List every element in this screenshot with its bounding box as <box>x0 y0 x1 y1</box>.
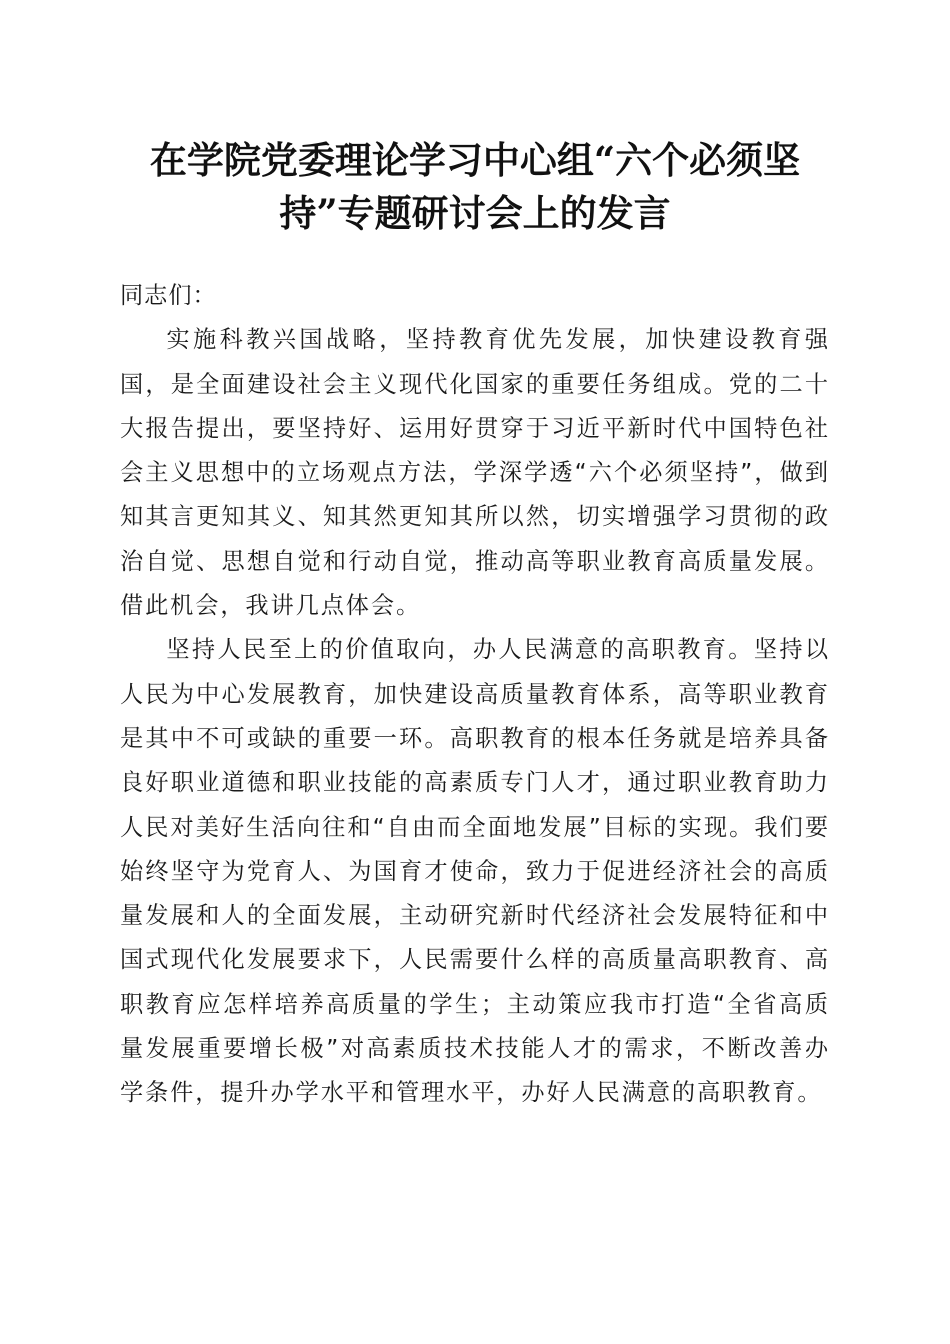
greeting: 同志们： <box>120 282 217 309</box>
paragraph-2: 坚持人民至上的价值取向，办人民满意的高职教育。坚持以人民为中心发展教育，加快建设高质量教育体系，高等职业教育是其中不可或缺的重要一环。高职教育的根本任务就是培养具备良好职业道德和职业技能的高素质专门人才，通过职业教育助力人民对美好生活向往和“自由而全面地发展”目标的实现。我们要始终坚守为党育人、为国育才使命，致力于促进经济社会的高质量发展和人的全面发展，主动研究新时代经济社会发展特征和中国式现代化发展要求下，人民需要什么样的高质量高职教育、高职教育应怎样培养高质量的学生；主动策应我市打造“全省高质量发展重要增长极”对高素质技术技能人才的需求，不断改善办学条件，提升办学水平和管理水平，办好人民满意的高职教育。 <box>120 636 830 1107</box>
document-body <box>120 274 830 1116</box>
title-line-1: 在学院党委理论学习中心组“六个必须坚 <box>149 138 801 182</box>
title-line-2: 持”专题研讨会上的发言 <box>279 191 671 235</box>
document-title <box>120 134 830 240</box>
paragraph-1: 实施科教兴国战略，坚持教育优先发展，加快建设教育强国，是全面建设社会主义现代化国家的重要任务组成。党的二十大报告提出，要坚持好、运用好贯穿于习近平新时代中国特色社会主义思想中的立场观点方法，学深学透“六个必须坚持”，做到知其言更知其义、知其然更知其所以然，切实增强学习贯彻的政治自觉、思想自觉和行动自觉，推动高等职业教育高质量发展。借此机会，我讲几点体会。 <box>120 326 830 620</box>
